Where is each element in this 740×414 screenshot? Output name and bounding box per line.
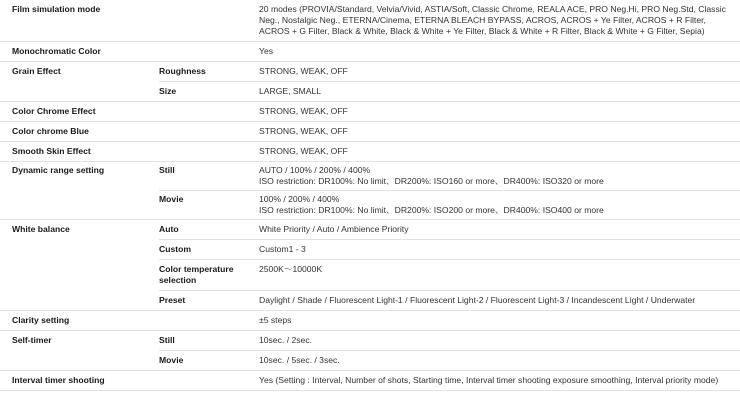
row-subcategory: Preset <box>159 291 259 311</box>
value-line: 2500K〜10000K <box>259 264 323 274</box>
row-category: Color chrome Blue <box>0 122 159 142</box>
row-value <box>259 62 740 82</box>
row-subcategory <box>159 142 259 162</box>
row-value <box>259 260 740 291</box>
value-line: STRONG, WEAK, OFF <box>259 126 348 136</box>
row-value <box>259 240 740 260</box>
row-value <box>259 331 740 351</box>
table-row <box>0 0 740 42</box>
row-value <box>259 82 740 102</box>
table-row <box>0 331 740 351</box>
row-subcategory: Size <box>159 82 259 102</box>
value-line: White Priority / Auto / Ambience Priority <box>259 224 409 234</box>
row-category: Self-timer <box>0 331 159 371</box>
row-subcategory: Movie <box>159 351 259 371</box>
row-value <box>259 351 740 371</box>
row-subcategory: Still <box>159 162 259 191</box>
table-row <box>0 371 740 391</box>
value-line: ISO restriction: DR100%: No limit、DR200%: ISO160 or more、DR400%: ISO320 or more <box>259 176 604 186</box>
row-category: Film simulation mode <box>0 0 159 42</box>
row-subcategory <box>159 0 259 42</box>
row-subcategory <box>159 42 259 62</box>
table-row <box>0 142 740 162</box>
row-value <box>259 191 740 220</box>
value-line: AUTO / 100% / 200% / 400% <box>259 165 371 175</box>
value-line: ±5 steps <box>259 315 292 325</box>
value-line: 10sec. / 2sec. <box>259 335 313 345</box>
row-category: Monochromatic Color <box>0 42 159 62</box>
value-line: STRONG, WEAK, OFF <box>259 146 348 156</box>
row-subcategory <box>159 311 259 331</box>
value-line: STRONG, WEAK, OFF <box>259 66 348 76</box>
row-category: White balance <box>0 220 159 311</box>
table-row <box>0 42 740 62</box>
table-row <box>0 122 740 142</box>
value-line: Daylight / Shade / Fluorescent Light-1 / Fluorescent Light-2 / Fluorescent Light-3 / Incandescent Light / Underwater <box>259 295 696 305</box>
row-value <box>259 102 740 122</box>
row-subcategory <box>159 371 259 391</box>
row-subcategory: Color temperature selection <box>159 260 259 291</box>
table-row <box>0 62 740 82</box>
table-row <box>0 220 740 240</box>
table-row <box>0 162 740 191</box>
row-value <box>259 162 740 191</box>
row-category: Smooth Skin Effect <box>0 142 159 162</box>
value-line: ISO restriction: DR100%: No limit、DR200%: ISO200 or more、DR400%: ISO400 or more <box>259 205 604 215</box>
row-category: Dynamic range setting <box>0 162 159 220</box>
row-value <box>259 291 740 311</box>
value-line: 10sec. / 5sec. / 3sec. <box>259 355 340 365</box>
row-category: Interval timer shooting <box>0 371 159 391</box>
row-value <box>259 122 740 142</box>
value-line: LARGE, SMALL <box>259 86 322 96</box>
value-line: Yes <box>259 46 274 56</box>
value-line: 20 modes (PROVIA/Standard, Velvia/Vivid, ASTIA/Soft, Classic Chrome, REALA ACE, PRO Neg.Hi, PRO Neg.Std, Classic Neg., Nostalgic Neg., ETERNA/Cinema, ETERNA BLEACH BYPASS, ACROS, ACROS + Ye Filter, ACROS + R Filter, ACROS + G Filter, Black & White, Black & White + Ye Filter, Black & White + R Filter, Black & White + G Filter, Sepia) <box>259 4 726 36</box>
value-line: 100% / 200% / 400% <box>259 194 340 204</box>
row-subcategory: Roughness <box>159 62 259 82</box>
row-subcategory: Auto <box>159 220 259 240</box>
row-subcategory <box>159 102 259 122</box>
row-value <box>259 0 740 42</box>
row-subcategory: Custom <box>159 240 259 260</box>
row-category: Grain Effect <box>0 62 159 102</box>
table-row <box>0 311 740 331</box>
value-line: STRONG, WEAK, OFF <box>259 106 348 116</box>
row-subcategory <box>159 122 259 142</box>
row-value <box>259 371 740 391</box>
row-value <box>259 42 740 62</box>
value-line: Custom1 - 3 <box>259 244 306 254</box>
row-category: Color Chrome Effect <box>0 102 159 122</box>
row-subcategory: Still <box>159 331 259 351</box>
value-line: Yes (Setting : Interval, Number of shots, Starting time, Interval timer shooting exposure smoothing, Interval priority mode) <box>259 375 719 385</box>
row-value <box>259 220 740 240</box>
table-row <box>0 102 740 122</box>
row-subcategory: Movie <box>159 191 259 220</box>
row-value <box>259 311 740 331</box>
row-value <box>259 142 740 162</box>
row-category: Clarity setting <box>0 311 159 331</box>
